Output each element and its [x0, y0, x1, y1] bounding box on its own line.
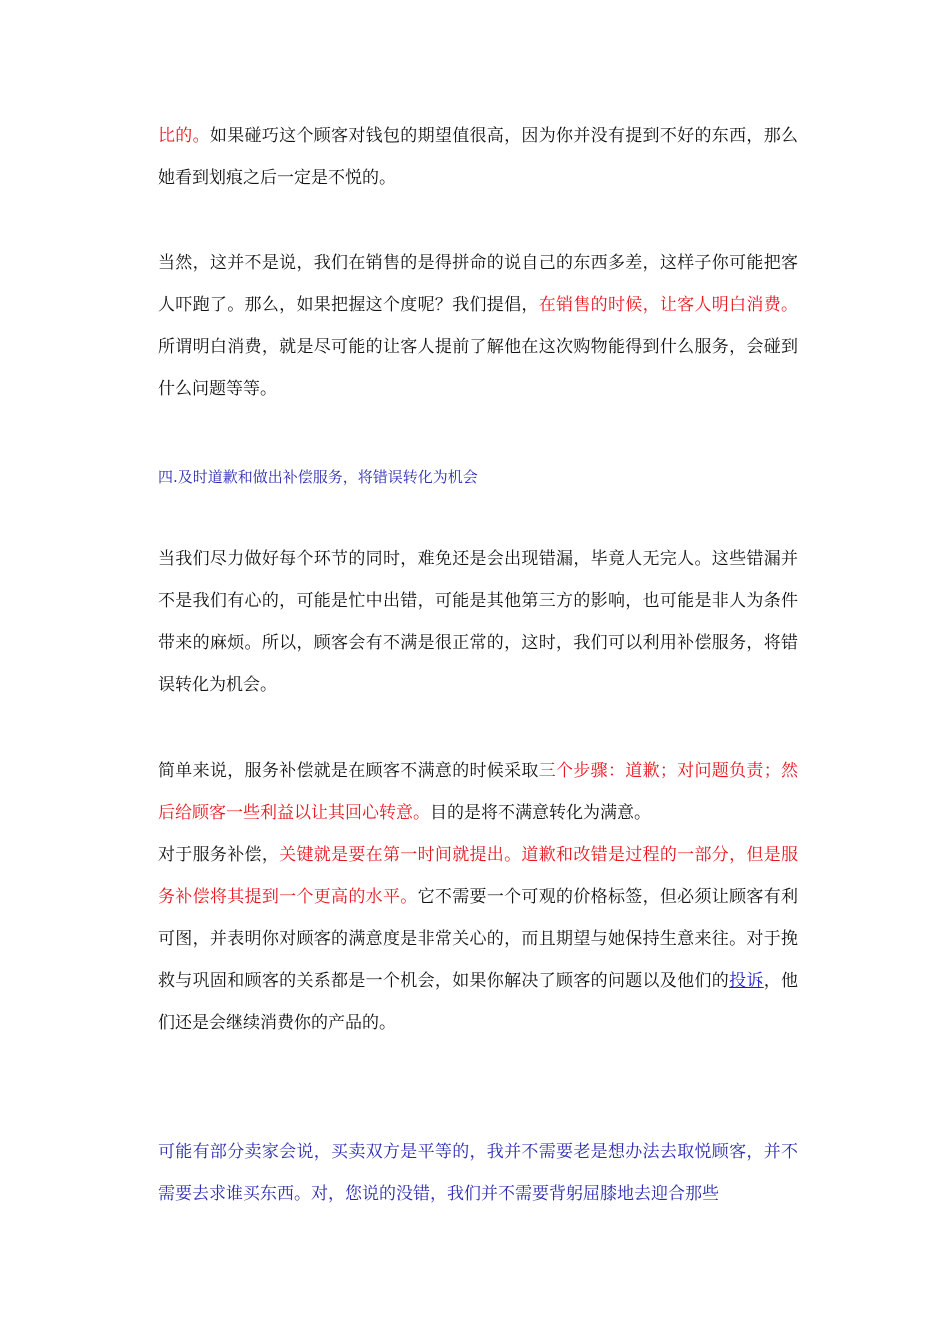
paragraph-equal-parties — [158, 1131, 798, 1215]
paragraph-errors — [158, 538, 798, 706]
body-text: 它不需要一个可观的价格标签，但必须让顾客有利可图，并表明你对顾客的满意度是非常关心的，而且期望与她保持生意来往。对于挽救与巩固和顾客的关系都是一个机会，如果你解决了顾客的问题以及他们的 — [158, 887, 799, 991]
body-text: 如果碰巧这个顾客对钱包的期望值很高，因为你并没有提到不好的东西，那么她看到划痕之后一定是不悦的。 — [158, 126, 799, 188]
paragraph-clear-consumption — [158, 242, 798, 410]
body-text: 当然，这并不是说，我们在销售的是得拼命的说自己的东西多差，这样子你可能把客人吓跑了。那么，如果把握这个度呢？我们提倡， — [158, 253, 798, 315]
body-text: ，他们还是会继续消费你的产品的。 — [158, 971, 799, 1033]
paragraph-service-compensation — [158, 750, 798, 834]
body-text: 简单来说，服务补偿就是在顾客不满意的时候采取 — [158, 761, 539, 781]
paragraph-continuation — [158, 115, 798, 199]
highlight-text: 三个步骤：道歉；对问题负责；然后给顾客一些利益以让其回心转意。 — [158, 761, 799, 823]
body-text: 所谓明白消费，就是尽可能的让客人提前了解他在这次购物能得到什么服务，会碰到什么问题等等。 — [158, 337, 798, 399]
body-text: 当我们尽力做好每个环节的同时，难免还是会出现错漏，毕竟人无完人。这些错漏并不是我们有心的，可能是忙中出错，可能是其他第三方的影响，也可能是非人为条件带来的麻烦。所以，顾客会有不满是很正常的，这时，我们可以利用补偿服务，将错误转化为机会。 — [158, 549, 798, 695]
highlight-text: 在销售的时候，让客人明白消费。 — [538, 295, 799, 315]
body-text: 对于服务补偿， — [158, 845, 280, 865]
body-text: 可能有部分卖家会说，买卖双方是平等的，我并不需要老是想办法去取悦顾客，并不需要去求谁买东西。对，您说的没错，我们并不需要背躬屈膝地去迎合那些 — [158, 1142, 798, 1204]
body-text: 目的是将不满意转化为满意。 — [430, 803, 651, 823]
paragraph-compensation-timing — [158, 834, 798, 1044]
highlight-text: 关键就是要在第一时间就提出。道歉和改错是过程的一部分，但是服务补偿将其提到一个更高的水平。 — [158, 845, 799, 907]
highlight-text: 比的。 — [158, 126, 210, 146]
section-heading: 四.及时道歉和做出补偿服务，将错误转化为机会 — [158, 468, 478, 486]
complaint-link[interactable]: 投诉 — [729, 971, 764, 991]
